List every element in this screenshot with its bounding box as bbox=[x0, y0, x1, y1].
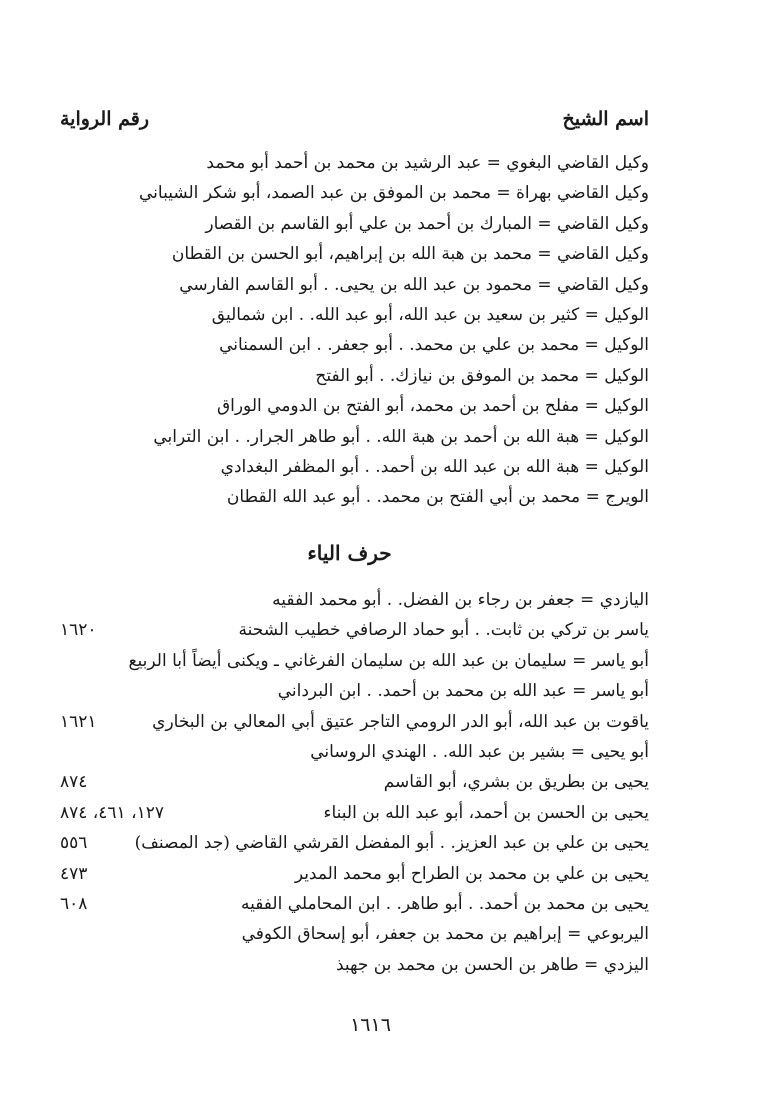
entry-name: أبو ياسر = سليمان بن عبد الله بن سليمان الفرغاني ـ ويكنى أيضاً أبا الربيع bbox=[128, 650, 649, 671]
entry-number: ٨٧٤ bbox=[60, 772, 88, 793]
entry-number: ١٦٢١ bbox=[60, 711, 97, 732]
entry-name: يحيى بن علي بن محمد بن الطراح أبو محمد المدير bbox=[294, 863, 649, 884]
list-item bbox=[60, 148, 649, 178]
entry-name: الويرج = محمد بن أبي الفتح بن محمد. . أبو عبد الله القطان bbox=[226, 487, 649, 508]
entry-name: يحيى بن محمد بن أحمد. . أبو طاهر. . ابن المحاملي الفقيه bbox=[240, 893, 649, 914]
entries-list-ya bbox=[60, 585, 649, 980]
entry-name: وكيل القاضي = المبارك بن أحمد بن علي أبو القاسم بن القصار bbox=[205, 213, 649, 234]
entry-name: وكيل القاضي = محمد بن هبة الله بن إبراهيم، أبو الحسن بن القطان bbox=[171, 244, 649, 265]
entry-name: الوكيل = هبة الله بن عبد الله بن أحمد. . أبو المظفر البغدادي bbox=[220, 456, 649, 477]
list-item bbox=[60, 676, 649, 706]
narration-number-heading: رقم الرواية bbox=[60, 108, 149, 130]
list-item bbox=[60, 615, 649, 645]
entry-number: ٤٧٣ bbox=[60, 863, 88, 884]
list-item bbox=[60, 859, 649, 889]
sheikh-name-heading: اسم الشيخ bbox=[562, 108, 649, 130]
entry-name: وكيل القاضي بهراة = محمد بن الموفق بن عبد الصمد، أبو شكر الشيباني bbox=[139, 183, 649, 204]
list-item bbox=[60, 209, 649, 239]
entry-name: يحيى بن علي بن عبد العزيز. . أبو المفضل القرشي القاضي (جد المصنف) bbox=[134, 833, 649, 854]
entry-name: وكيل القاضي = محمود بن عبد الله بن يحيى. . أبو القاسم الفارسي bbox=[179, 274, 649, 295]
entry-number: ٦٠٨ bbox=[60, 893, 88, 914]
entries-list-waw bbox=[60, 148, 649, 513]
entry-name: اليربوعي = إبراهيم بن محمد بن جعفر، أبو إسحاق الكوفي bbox=[241, 924, 649, 945]
entry-number: ١٦٢٠ bbox=[60, 620, 97, 641]
list-item bbox=[60, 828, 649, 858]
page-number: ١٦١٦ bbox=[350, 1014, 391, 1036]
section-title: حرف الياء bbox=[307, 541, 392, 565]
entry-name: يحيى بن الحسن بن أحمد، أبو عبد الله بن البناء bbox=[323, 802, 649, 823]
list-item bbox=[60, 707, 649, 737]
list-item bbox=[60, 646, 649, 676]
list-item bbox=[60, 361, 649, 391]
entry-name: اليزدي = طاهر بن الحسن بن محمد بن جهبذ bbox=[335, 954, 649, 975]
list-item bbox=[60, 767, 649, 797]
entry-name: الوكيل = مفلح بن أحمد بن محمد، أبو الفتح بن الدومي الوراق bbox=[216, 396, 649, 417]
list-item bbox=[60, 737, 649, 767]
list-item bbox=[60, 391, 649, 421]
list-item bbox=[60, 239, 649, 269]
entry-number: ١٢٧، ٤٦١، ٨٧٤ bbox=[60, 802, 164, 823]
list-item bbox=[60, 330, 649, 360]
list-item bbox=[60, 422, 649, 452]
list-item bbox=[60, 270, 649, 300]
entry-name: الوكيل = هبة الله بن أحمد بن هبة الله. . أبو طاهر الجرار. . ابن الترابي bbox=[153, 426, 649, 447]
column-header bbox=[60, 108, 649, 138]
entry-name: اليازدي = جعفر بن رجاء بن الفضل. . أبو محمد الفقيه bbox=[272, 590, 649, 610]
entry-name: ياسر بن تركي بن ثابت. . أبو حماد الرصافي خطيب الشحنة bbox=[238, 620, 649, 641]
list-item bbox=[60, 919, 649, 949]
list-item bbox=[60, 300, 649, 330]
list-item bbox=[60, 798, 649, 828]
entry-name: الوكيل = كثير بن سعيد بن عبد الله، أبو عبد الله. . ابن شماليق bbox=[211, 304, 649, 325]
entry-name: أبو ياسر = عبد الله بن محمد بن أحمد. . ابن البرداني bbox=[277, 681, 649, 702]
entry-name: الوكيل = محمد بن الموفق بن نيازك. . أبو الفتح bbox=[315, 365, 649, 386]
list-item bbox=[60, 950, 649, 980]
entry-name: يحيى بن بطريق بن بشري، أبو القاسم bbox=[383, 772, 649, 793]
list-item bbox=[60, 585, 649, 615]
list-item bbox=[60, 889, 649, 919]
entry-number: ٥٥٦ bbox=[60, 833, 88, 854]
entry-name: الوكيل = محمد بن علي بن محمد. . أبو جعفر. . ابن السمناني bbox=[219, 335, 649, 356]
entry-name: ياقوت بن عبد الله، أبو الدر الرومي التاجر عتيق أبي المعالي بن البخاري bbox=[152, 711, 649, 732]
entry-name: وكيل القاضي البغوي = عبد الرشيد بن محمد بن أحمد أبو محمد bbox=[206, 153, 649, 173]
list-item bbox=[60, 482, 649, 512]
list-item bbox=[60, 178, 649, 208]
list-item bbox=[60, 452, 649, 482]
entry-name: أبو يحيى = بشير بن عبد الله. . الهندي الروساني bbox=[310, 741, 649, 762]
